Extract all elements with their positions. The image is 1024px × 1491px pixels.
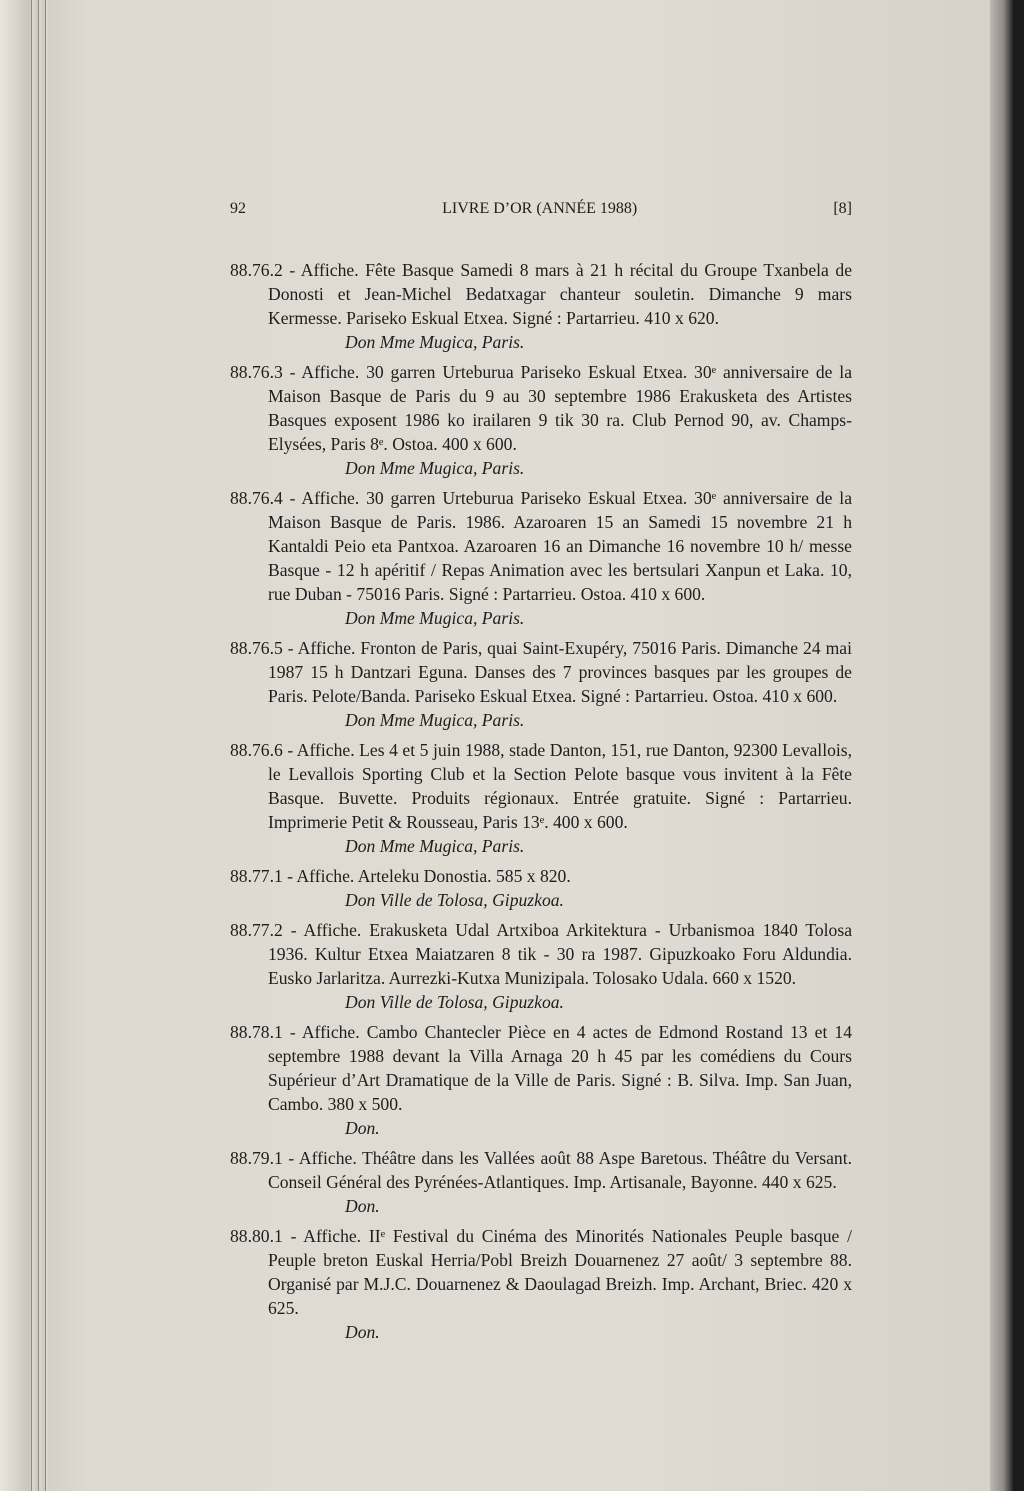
entry-id: 88.76.5	[230, 638, 283, 658]
entry-description	[230, 864, 852, 888]
entry-donor: Don.	[345, 1322, 380, 1342]
entry-id: 88.79.1	[230, 1148, 283, 1168]
entry-separator: -	[282, 638, 298, 658]
page-number: 92	[230, 200, 246, 217]
entry-description	[230, 918, 852, 990]
entry-text: Affiche. Théâtre dans les Vallées août 88 Aspe Baretous. Théâtre du Versant. Conseil Général des Pyrénées-Atlantiques. Imp. Artisanale, Bayonne. 440 x 625.	[268, 1148, 853, 1192]
entry-id: 88.77.1	[230, 866, 283, 886]
section-number: [8]	[833, 200, 852, 217]
entry-separator: -	[282, 260, 301, 280]
entry-description	[230, 486, 852, 606]
entry-text: Affiche. Arteleku Donostia. 585 x 820.	[296, 866, 571, 886]
entry-id: 88.76.3	[230, 362, 283, 382]
catalog-entry	[230, 360, 852, 480]
catalog-entry	[230, 486, 852, 630]
catalog-entries	[230, 258, 852, 1350]
entry-id: 88.80.1	[230, 1226, 283, 1246]
entry-text: Affiche. IIᵉ Festival du Cinéma des Minorités Nationales Peuple basque / Peuple breton Euskal Herria/Pobl Breizh Douarnenez 27 août/ 3 septembre 88. Organisé par M.J.C. Douarnenez & Daoulagad Breizh. Imp. Archant, Briec. 420 x 625.	[268, 1226, 853, 1318]
catalog-entry	[230, 1224, 852, 1344]
entry-id: 88.76.6	[230, 740, 283, 760]
entry-text: Affiche. Cambo Chantecler Pièce en 4 actes de Edmond Rostand 13 et 14 septembre 1988 devant la Villa Arnaga 20 h 45 par les comédiens du Cours Supérieur d’Art Dramatique de la Ville de Paris. Signé : B. Silva. Imp. San Juan, Cambo. 380 x 500.	[268, 1022, 852, 1114]
catalog-entry	[230, 258, 852, 354]
entry-id: 88.77.2	[230, 920, 283, 940]
running-title: LIVRE D’OR (ANNÉE 1988)	[442, 200, 638, 217]
entry-separator: -	[282, 1022, 302, 1042]
entry-separator: -	[282, 1148, 299, 1168]
entry-description	[230, 360, 852, 456]
entry-text: Affiche. Fête Basque Samedi 8 mars à 21 h récital du Groupe Txanbela de Donosti et Jean-Michel Bedatxagar chanteur souletin. Dimanche 9 mars Kermesse. Pariseko Eskual Etxea. Signé : Partarrieu. 410 x 620.	[268, 260, 852, 328]
catalog-entry	[230, 738, 852, 858]
catalog-entry	[230, 918, 852, 1014]
entry-separator: -	[282, 920, 304, 940]
entry-donor: Don.	[345, 1118, 380, 1138]
entry-donor: Don Mme Mugica, Paris.	[345, 458, 525, 478]
entry-donor: Don Mme Mugica, Paris.	[345, 710, 525, 730]
entry-donor: Don Mme Mugica, Paris.	[345, 836, 525, 856]
entry-description	[230, 636, 852, 708]
entry-id: 88.78.1	[230, 1022, 283, 1042]
entry-separator: -	[282, 1226, 304, 1246]
entry-description	[230, 258, 852, 330]
book-spine-edge	[0, 0, 48, 1491]
catalog-entry	[230, 636, 852, 732]
entry-text: Affiche. Fronton de Paris, quai Saint-Exupéry, 75016 Paris. Dimanche 24 mai 1987 15 h Dantzari Eguna. Danses des 7 provinces basques par les groupes de Paris. Pelote/Banda. Pariseko Eskual Etxea. Signé : Partarrieu. Ostoa. 410 x 600.	[268, 638, 852, 706]
entry-donor: Don Mme Mugica, Paris.	[345, 332, 525, 352]
entry-description	[230, 1146, 852, 1194]
entry-separator: -	[282, 866, 297, 886]
entry-text: Affiche. 30 garren Urteburua Pariseko Eskual Etxea. 30ᵉ anniversaire de la Maison Basque de Paris du 9 au 30 septembre 1986 Erakusketa des Artistes Basques exposent 1986 ko irailaren 9 tik 30 ra. Club Pernod 90, av. Champs-Elysées, Paris 8ᵉ. Ostoa. 400 x 600.	[268, 362, 852, 454]
catalog-entry	[230, 1020, 852, 1140]
entry-description	[230, 1020, 852, 1116]
entry-separator: -	[282, 362, 302, 382]
entry-donor: Don Ville de Tolosa, Gipuzkoa.	[345, 890, 564, 910]
entry-separator: -	[282, 488, 302, 508]
entry-id: 88.76.2	[230, 260, 283, 280]
entry-donor: Don Ville de Tolosa, Gipuzkoa.	[345, 992, 564, 1012]
entry-donor: Don Mme Mugica, Paris.	[345, 608, 525, 628]
entry-text: Affiche. 30 garren Urteburua Pariseko Eskual Etxea. 30ᵉ anniversaire de la Maison Basque de Paris. 1986. Azaroaren 15 an Samedi 15 novembre 21 h Kantaldi Peio eta Pantxoa. Azaroaren 16 an Dimanche 16 novembre 10 h/ messe Basque - 12 h apéritif / Repas Animation avec les bertsulari Xanpun et Laka. 10, rue Duban - 75016 Paris. Signé : Partarrieu. Ostoa. 410 x 600.	[268, 488, 852, 604]
entry-separator: -	[282, 740, 297, 760]
entry-text: Affiche. Les 4 et 5 juin 1988, stade Danton, 151, rue Danton, 92300 Levallois, le Levallois Sporting Club et la Section Pelote basque vous invitent à la Fête Basque. Buvette. Produits régionaux. Entrée gratuite. Signé : Partarrieu. Imprimerie Petit & Rousseau, Paris 13ᵉ. 400 x 600.	[268, 740, 853, 832]
entry-description	[230, 738, 852, 834]
running-header	[230, 200, 852, 218]
entry-text: Affiche. Erakusketa Udal Artxiboa Arkitektura - Urbanismoa 1840 Tolosa 1936. Kultur Etxea Maiatzaren 8 tik - 30 ra 1987. Gipuzkoako Foru Aldundia. Eusko Jarlaritza. Aurrezki-Kutxa Munizipala. Tolosako Udala. 660 x 1520.	[268, 920, 852, 988]
entry-id: 88.76.4	[230, 488, 283, 508]
facing-page-edge	[990, 0, 1024, 1491]
catalog-entry	[230, 864, 852, 912]
entry-description	[230, 1224, 852, 1320]
catalog-entry	[230, 1146, 852, 1218]
entry-donor: Don.	[345, 1196, 380, 1216]
